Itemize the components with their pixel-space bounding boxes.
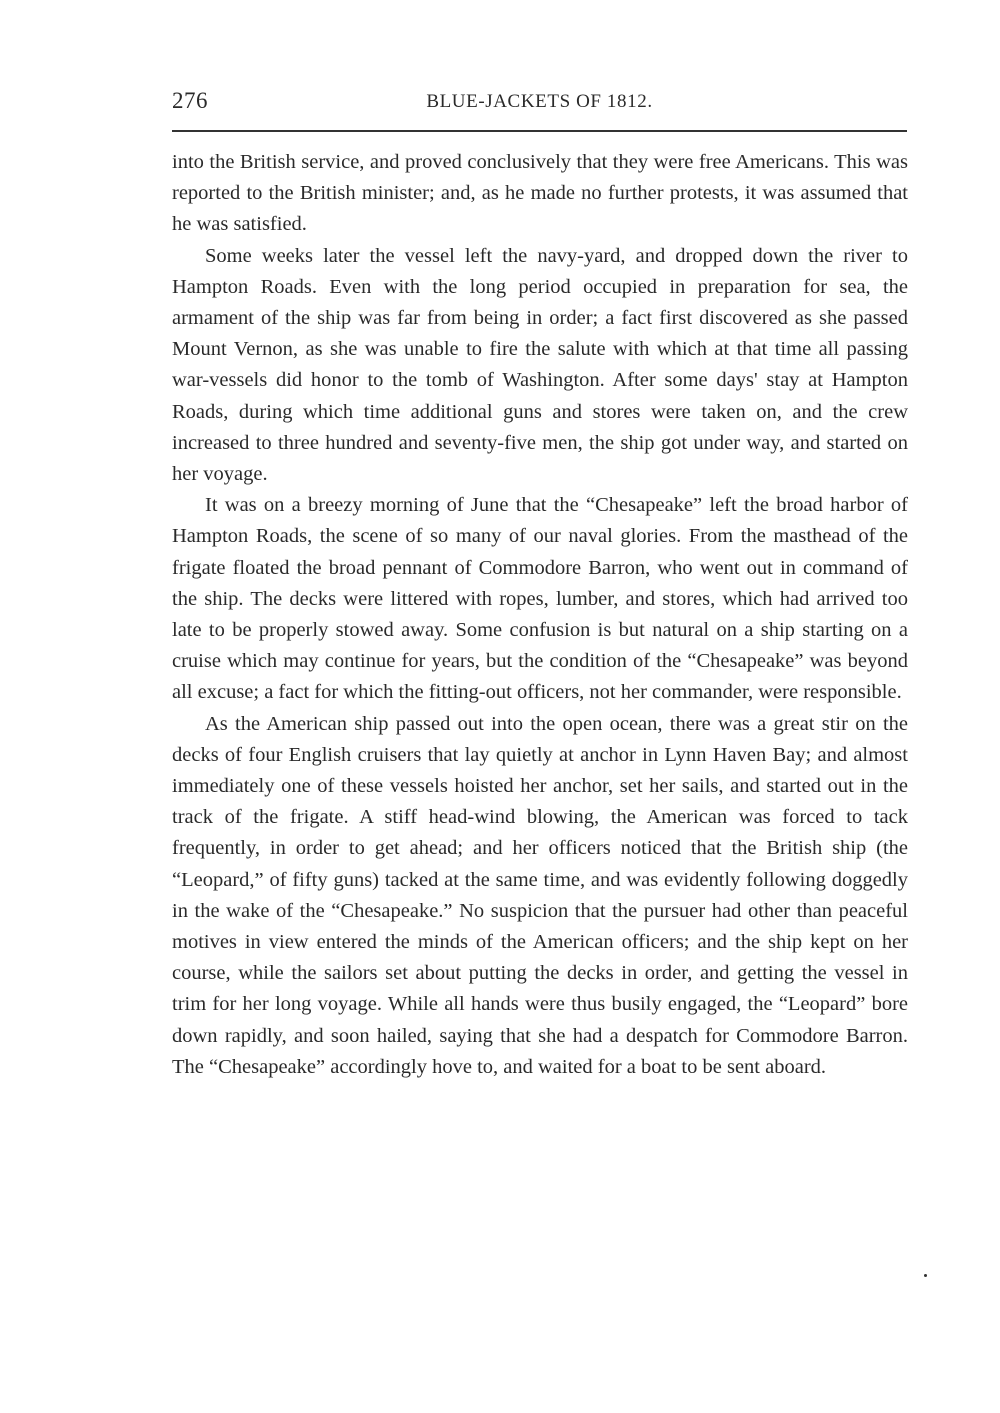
print-speck (924, 1274, 927, 1277)
body-text (172, 147, 908, 1083)
page-number: 276 (172, 88, 208, 113)
running-head: BLUE-JACKETS OF 1812. (426, 91, 653, 112)
paragraph: It was on a breezy morning of June that the “Chesapeake” left the broad harbor of Hampton Roads, the scene of so many of our naval glories. From the masthead of the frigate floated the broad pennant of Commodore Barron, who went out in command of the ship. The decks were littered with ropes, lumber, and stores, which had arrived too late to be properly stowed away. Some confusion is but natural on a ship starting on a cruise which may continue for years, but the condition of the “Chesapeake” was beyond all excuse; a fact for which the fitting-out officers, not her commander, were responsible. (172, 494, 908, 704)
page-header (172, 88, 907, 122)
header-rule (172, 130, 907, 132)
paragraph: As the American ship passed out into the open ocean, there was a great stir on the decks of four English cruisers that lay quietly at anchor in Lynn Haven Bay; and almost immediately one of these vessels hoisted her anchor, set her sails, and started out in the track of the frigate. A stiff head-wind blowing, the American was forced to tack frequently, in order to get ahead; and her officers noticed that the British ship (the “Leopard,” of fifty guns) tacked at the same time, and was evidently following doggedly in the wake of the “Chesapeake.” No suspicion that the pursuer had other than peaceful motives in view entered the minds of the American officers; and the ship kept on her course, while the sailors set about putting the decks in order, and getting the vessel in trim for her long voyage. While all hands were thus busily engaged, the “Leopard” bore down rapidly, and soon hailed, saying that she had a despatch for Commodore Barron. The “Chesapeake” accordingly hove to, and waited for a boat to be sent aboard. (172, 712, 908, 1078)
paragraph: Some weeks later the vessel left the navy-yard, and dropped down the river to Hampton Roads. Even with the long period occupied in preparation for sea, the armament of the ship was far from being in order; a fact first discovered as she passed Mount Vernon, as she was unable to fire the salute with which at that time all passing war-vessels did honor to the tomb of Washington. After some days' stay at Hampton Roads, during which time additional guns and stores were taken on, and the crew increased to three hundred and seventy-five men, the ship got under way, and started on her voyage. (172, 244, 908, 486)
paragraph-continued: into the British service, and proved conclusively that they were free Americans. This was reported to the British minister; and, as he made no further protests, it was assumed that he was satisfied. (172, 151, 908, 236)
